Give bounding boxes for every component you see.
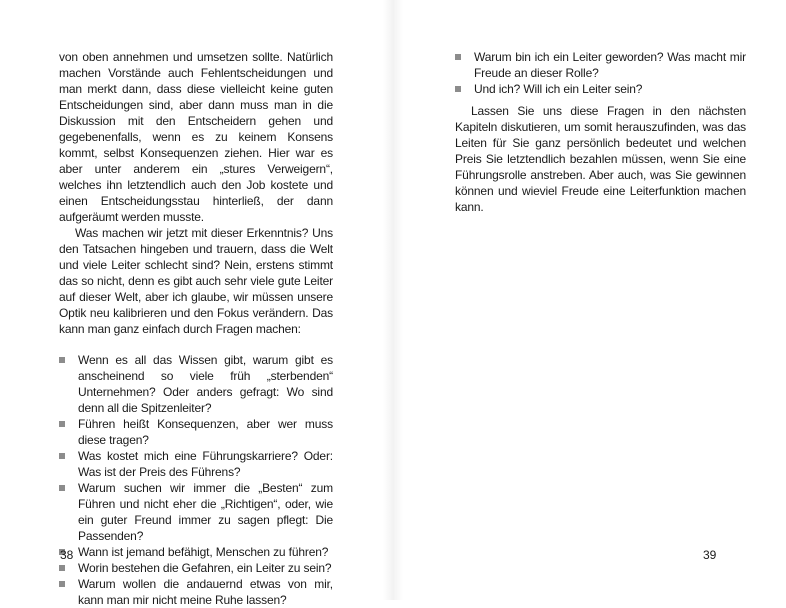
list-item-text: Warum suchen wir immer die „Besten“ zum Führen und nicht eher die „Richtigen“, oder, wie ein guter Freund immer zu sagen pflegt: Die Passenden? [78, 481, 333, 543]
list-item-text: Und ich? Will ich ein Leiter sein? [474, 82, 643, 96]
list-item [455, 81, 746, 97]
list-item-text: Was kostet mich eine Führungskarriere? Oder: Was ist der Preis des Führens? [78, 449, 333, 479]
square-bullet-icon [59, 357, 65, 363]
right-page [393, 0, 786, 600]
list-item [59, 544, 333, 560]
square-bullet-icon [455, 54, 461, 60]
list-item-text: Wann ist jemand befähigt, Menschen zu führen? [78, 545, 329, 559]
list-item-text: Warum bin ich ein Leiter geworden? Was macht mir Freude an dieser Rolle? [474, 50, 746, 80]
paragraph: von oben annehmen und umsetzen sollte. Natürlich machen Vorstände auch Fehlentscheidungen und man merkt dann, dass diese vielleicht keine guten Entscheidungen sind, aber dann muss man in die Diskussion mit den Entscheidern gehen und gegebenenfalls, wenn es zu keinem Konsens kommt, selbst Konsequenzen ziehen. Hier war es aber unter anderem ein „stures Verweigern“, welches ihn letztendlich auch den Job kostete und einen Entscheidungsstau hinterließ, der dann aufgeräumt werden musste. [59, 50, 333, 224]
list-item [59, 352, 333, 416]
list-item [59, 576, 333, 608]
right-page-text [455, 49, 746, 215]
square-bullet-icon [455, 86, 461, 92]
square-bullet-icon [59, 581, 65, 587]
paragraph: Lassen Sie uns diese Fragen in den nächsten Kapiteln diskutieren, um somit herauszufinden, was das Leiten für Sie ganz persönlich bedeutet und welchen Preis Sie letztendlich bezahlen müssen, wenn Sie eine Führungsrolle anstreben. Aber auch, was Sie gewinnen können und wieviel Freude eine Leiterfunktion machen kann. [455, 104, 746, 214]
page-number: 38 [60, 548, 74, 562]
list-item [59, 416, 333, 448]
left-page [0, 0, 393, 607]
paragraph: Was machen wir jetzt mit dieser Erkenntnis? Uns den Tatsachen hingeben und trauern, dass die Welt und viele Leiter schlecht sind? Nein, erstens stimmt das so nicht, denn es gibt auch sehr viele gute Leiter auf dieser Welt, aber ich glaube, wir müssen unsere Optik neu kalibrieren und den Fokus verändern. Das kann man ganz einfach durch Fragen machen: [59, 226, 333, 336]
square-bullet-icon [59, 421, 65, 427]
question-list [455, 49, 746, 97]
list-item [455, 49, 746, 81]
list-item-text: Warum wollen die andauernd etwas von mir, kann man mir nicht meine Ruhe lassen? [78, 577, 333, 607]
list-item-text: Worin bestehen die Gefahren, ein Leiter zu sein? [78, 561, 332, 575]
square-bullet-icon [59, 485, 65, 491]
list-item [59, 448, 333, 480]
question-list [59, 352, 333, 608]
list-item-text: Wenn es all das Wissen gibt, warum gibt es anscheinend so viele früh „sterbenden“ Unternehmen? Oder anders gefragt: Wo sind denn all die Spitzenleiter? [78, 353, 333, 415]
list-item [59, 560, 333, 576]
square-bullet-icon [59, 565, 65, 571]
list-item [59, 480, 333, 544]
square-bullet-icon [59, 453, 65, 459]
left-page-text [59, 49, 333, 608]
page-number: 39 [703, 548, 717, 562]
list-item-text: Führen heißt Konsequenzen, aber wer muss diese tragen? [78, 417, 333, 447]
